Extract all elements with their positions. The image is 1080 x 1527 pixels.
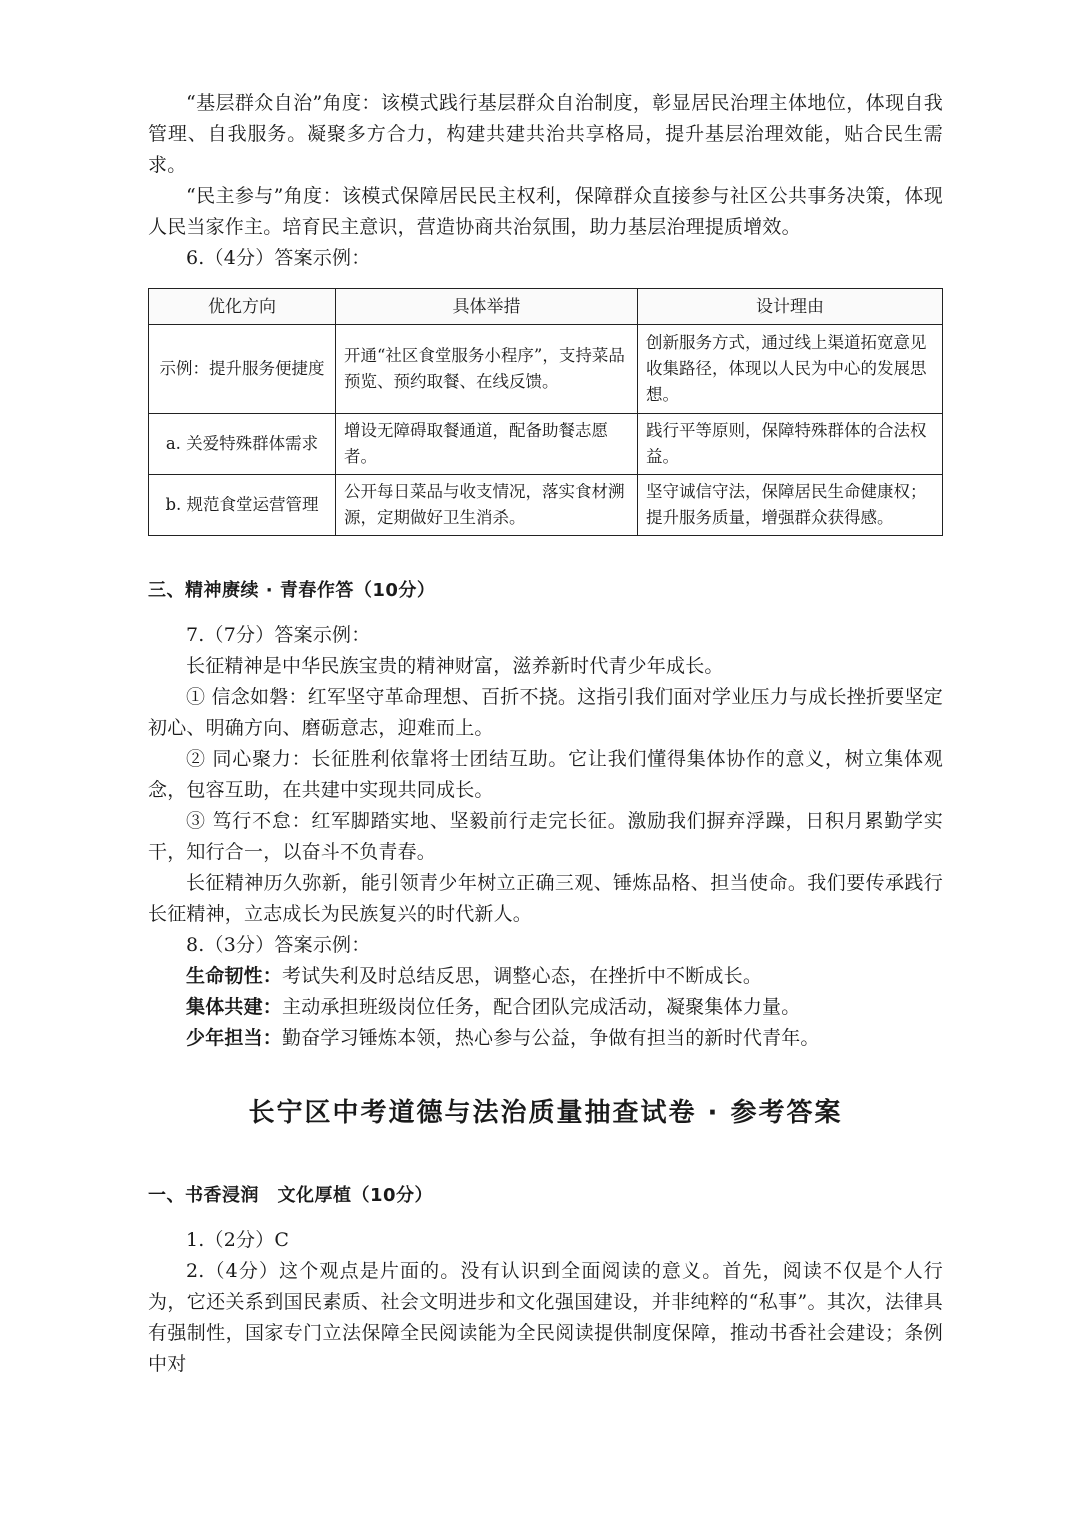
q7-paragraph: ③ 笃行不怠：红军脚踏实地、坚毅前行走完长征。激励我们摒弃浮躁，日积月累勤学实干，知行合一，以奋斗不负青春。 xyxy=(148,810,943,863)
table-cell: 公开每日菜品与收支情况，落实食材溯源，定期做好卫生消杀。 xyxy=(336,475,638,536)
document-title: 长宁区中考道德与法治质量抽查试卷 · 参考答案 xyxy=(248,1098,843,1128)
table-cell: a. 关爱特殊群体需求 xyxy=(149,414,336,475)
para-democratic-participation: “民主参与”角度：该模式保障居民民主权利，保障群众直接参与社区公共事务决策，体现人民当家作主。培育民主意识，营造协商共治氛围，助力基层治理提质增效。 xyxy=(148,185,943,238)
table-cell: 践行平等原则，保障特殊群体的合法权益。 xyxy=(638,414,943,475)
q8-item-lead: 集体共建： xyxy=(186,996,283,1018)
table-cell: 创新服务方式，通过线上渠道拓宽意见收集路径，体现以人民为中心的发展思想。 xyxy=(638,325,943,414)
q1-answer: 1.（2分）C xyxy=(186,1229,290,1251)
q8-item-text: 考试失利及时总结反思，调整心态，在挫折中不断成长。 xyxy=(282,965,763,987)
table-cell: 坚守诚信守法，保障居民生命健康权；提升服务质量，增强群众获得感。 xyxy=(638,475,943,536)
q8-label: 8.（3分）答案示例： xyxy=(186,934,371,956)
q8-item-text: 勤奋学习锤炼本领，热心参与公益，争做有担当的新时代青年。 xyxy=(282,1027,820,1049)
table-header-row xyxy=(149,289,943,325)
q7-paragraph: ① 信念如磐：红军坚守革命理想、百折不挠。这指引我们面对学业压力与成长挫折要坚定初心、明确方向、磨砺意志，迎难而上。 xyxy=(148,686,943,739)
q8-item xyxy=(148,1023,943,1054)
section-3-heading: 三、精神赓续 · 青春作答（10分） xyxy=(148,580,436,601)
answer-page xyxy=(148,88,943,1380)
table-header: 优化方向 xyxy=(149,289,336,325)
table-header: 具体举措 xyxy=(336,289,638,325)
table-row xyxy=(149,414,943,475)
table-cell: 示例：提升服务便捷度 xyxy=(149,325,336,414)
table-cell: b. 规范食堂运营管理 xyxy=(149,475,336,536)
q7-paragraph: 长征精神历久弥新，能引领青少年树立正确三观、锤炼品格、担当使命。我们要传承践行长征精神，立志成长为民族复兴的时代新人。 xyxy=(148,872,943,925)
para-grassroots-autonomy: “基层群众自治”角度：该模式践行基层群众自治制度，彰显居民治理主体地位，体现自我管理、自我服务。凝聚多方合力，构建共建共治共享格局，提升基层治理效能，贴合民生需求。 xyxy=(148,92,943,176)
q7-label: 7.（7分）答案示例： xyxy=(186,624,371,646)
table-cell: 开通“社区食堂服务小程序”，支持菜品预览、预约取餐、在线反馈。 xyxy=(336,325,638,414)
q8-item-lead: 少年担当： xyxy=(186,1027,283,1049)
q8-item xyxy=(148,961,943,992)
q8-item-lead: 生命韧性： xyxy=(186,965,283,987)
q2-answer: 2.（4分）这个观点是片面的。没有认识到全面阅读的意义。首先，阅读不仅是个人行为，它还关系到国民素质、社会文明进步和文化强国建设，并非纯粹的“私事”。其次，法律具有强制性，国家专门立法保障全民阅读能为全民阅读提供制度保障，推动书香社会建设；条例中对 xyxy=(148,1260,943,1375)
table-row xyxy=(149,475,943,536)
q7-paragraph: ② 同心聚力：长征胜利依靠将士团结互助。它让我们懂得集体协作的意义，树立集体观念，包容互助，在共建中实现共同成长。 xyxy=(148,748,943,801)
q8-item-text: 主动承担班级岗位任务，配合团队完成活动，凝聚集体力量。 xyxy=(282,996,801,1018)
table-row xyxy=(149,325,943,414)
q7-paragraph: 长征精神是中华民族宝贵的精神财富，滋养新时代青少年成长。 xyxy=(186,655,724,677)
q8-item xyxy=(148,992,943,1023)
q6-label: 6.（4分）答案示例： xyxy=(186,247,371,269)
table-cell: 增设无障碍取餐通道，配备助餐志愿者。 xyxy=(336,414,638,475)
section-1-heading: 一、书香浸润 文化厚植（10分） xyxy=(148,1185,434,1206)
table-header: 设计理由 xyxy=(638,289,943,325)
q6-answer-table xyxy=(148,288,943,536)
